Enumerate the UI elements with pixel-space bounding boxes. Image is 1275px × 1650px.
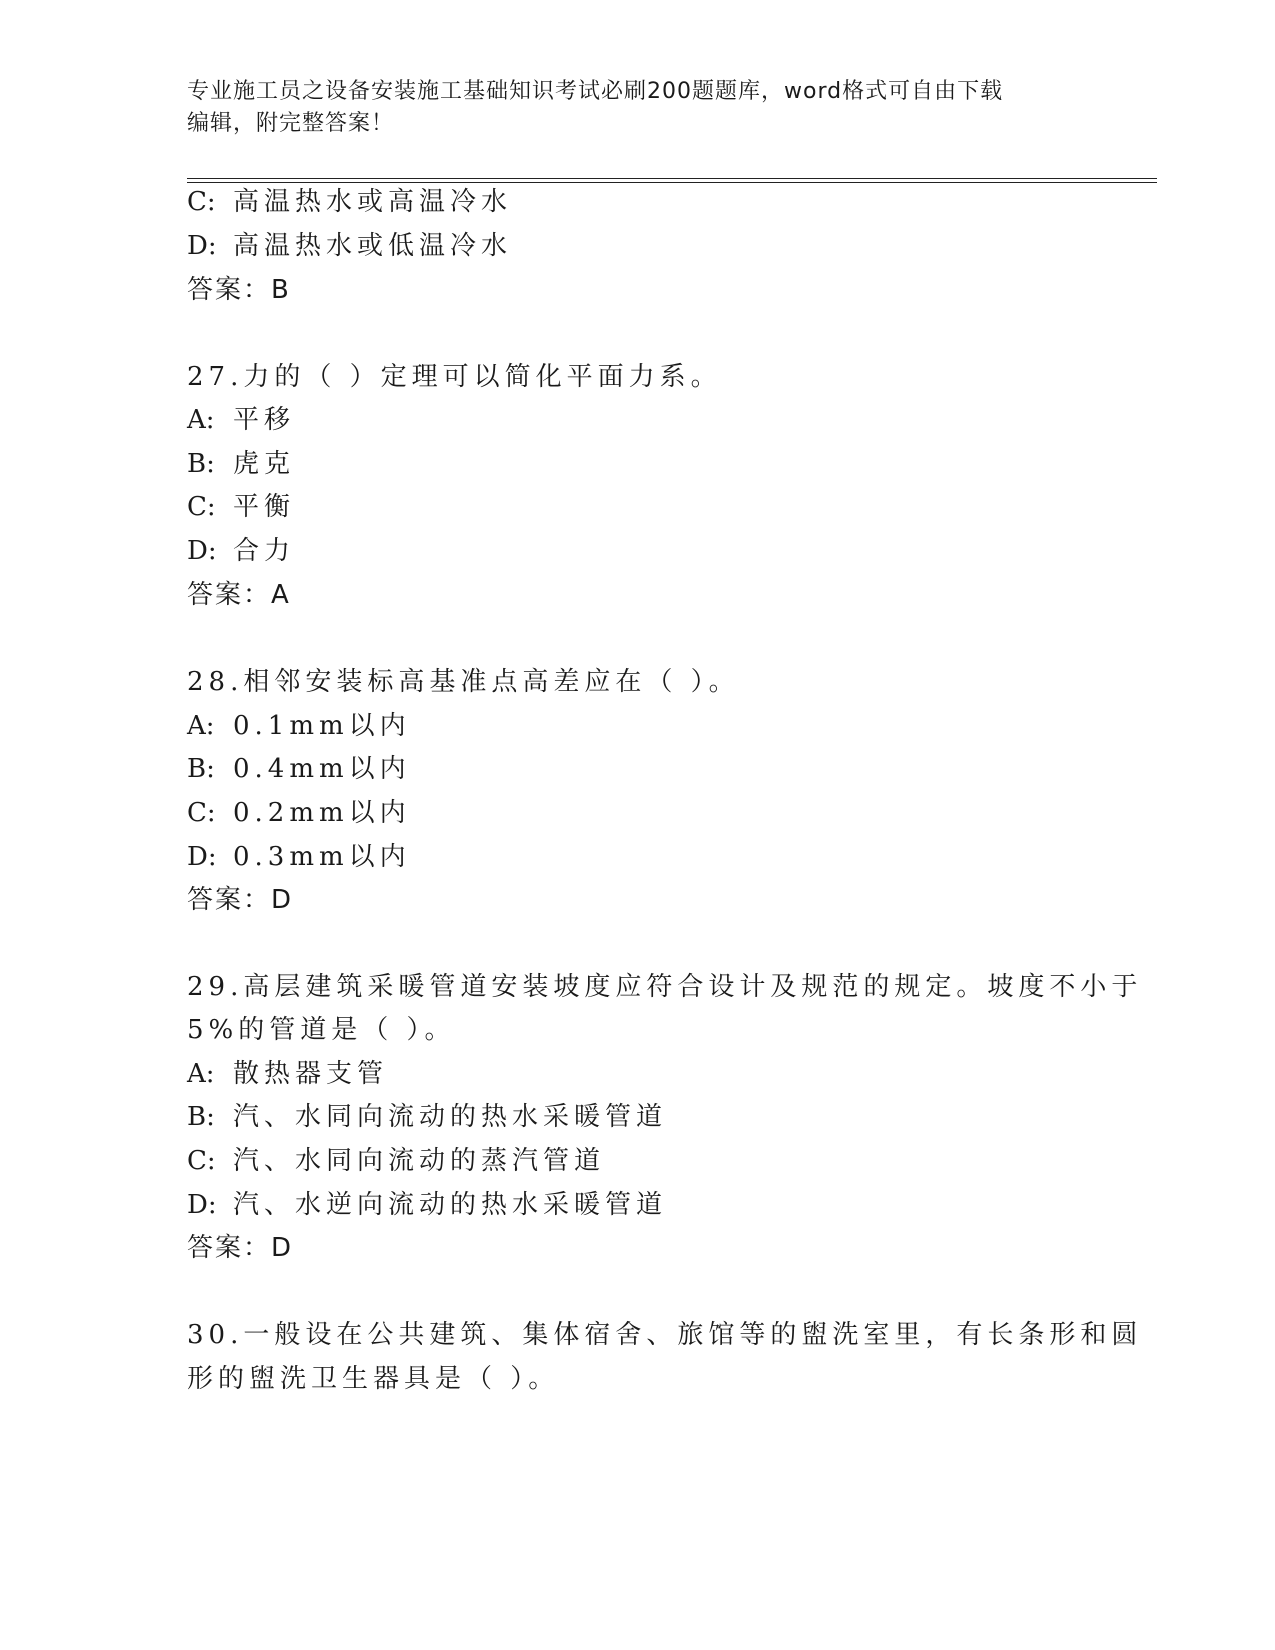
option-label: D: (187, 231, 217, 261)
header-line-1: 专业施工员之设备安装施工基础知识考试必刷200题题库，word格式可自由下载 (187, 79, 1004, 104)
option-label: A: (187, 711, 215, 741)
q28-option-d (187, 840, 411, 874)
option-label: C: (187, 1146, 216, 1176)
q28-option-c (187, 796, 411, 830)
option-label: B: (187, 449, 215, 479)
option-label: D: (187, 536, 217, 566)
q29-stem-line-2: 5%的管道是（ ）。 (187, 1015, 456, 1045)
option-label: A: (187, 405, 215, 435)
option-label: B: (187, 1102, 215, 1132)
option-text: 虎克 (233, 449, 296, 479)
option-label: C: (187, 492, 216, 522)
document-header (187, 76, 1107, 140)
option-text: 散热器支管 (233, 1059, 389, 1089)
q29-option-a (187, 1057, 388, 1091)
option-text: 0.2mm以内 (233, 798, 411, 828)
q28-stem: 28.相邻安装标高基准点高差应在（ ）。 (187, 667, 740, 697)
q27-stem: 27.力的（ ）定理可以简化平面力系。 (187, 362, 722, 392)
q27-answer: 答案：A (187, 580, 291, 610)
q26-option-c (187, 185, 512, 219)
option-label: B: (187, 754, 215, 784)
q30-stem-line-2: 形的盥洗卫生器具是（ ）。 (187, 1364, 560, 1394)
q27-option-d (187, 534, 295, 568)
q28-option-b (187, 752, 411, 786)
q26-answer: 答案：B (187, 275, 291, 305)
option-label: A: (187, 1059, 215, 1089)
option-label: D: (187, 842, 217, 872)
header-line-2: 编辑，附完整答案！ (187, 111, 395, 136)
option-text: 0.3mm以内 (233, 842, 411, 872)
option-label: C: (187, 187, 216, 217)
option-text: 合力 (233, 536, 296, 566)
option-text: 高温热水或高温冷水 (233, 187, 513, 217)
q29-option-b (187, 1100, 667, 1134)
header-divider (187, 178, 1157, 183)
option-text: 汽、水逆向流动的热水采暖管道 (233, 1190, 668, 1220)
option-text: 汽、水同向流动的热水采暖管道 (233, 1102, 668, 1132)
option-label: D: (187, 1190, 217, 1220)
document-page (187, 0, 1157, 1650)
q27-option-b (187, 447, 295, 481)
q29-answer: 答案：D (187, 1233, 294, 1263)
option-text: 平移 (233, 405, 296, 435)
q28-answer: 答案：D (187, 885, 294, 915)
q30-stem-line-1: 30.一般设在公共建筑、集体宿舍、旅馆等的盥洗室里，有长条形和圆 (187, 1320, 1143, 1350)
q29-stem-line-1: 29.高层建筑采暖管道安装坡度应符合设计及规范的规定。坡度不小于 (187, 972, 1143, 1002)
q26-option-d (187, 229, 512, 263)
q29-option-d (187, 1188, 667, 1222)
option-text: 0.1mm以内 (233, 711, 411, 741)
option-label: C: (187, 798, 216, 828)
q28-option-a (187, 709, 411, 743)
option-text: 汽、水同向流动的蒸汽管道 (233, 1146, 606, 1176)
q27-option-a (187, 403, 295, 437)
option-text: 0.4mm以内 (233, 754, 411, 784)
q27-option-c (187, 490, 295, 524)
option-text: 平衡 (233, 492, 296, 522)
q29-option-c (187, 1144, 605, 1178)
option-text: 高温热水或低温冷水 (233, 231, 513, 261)
